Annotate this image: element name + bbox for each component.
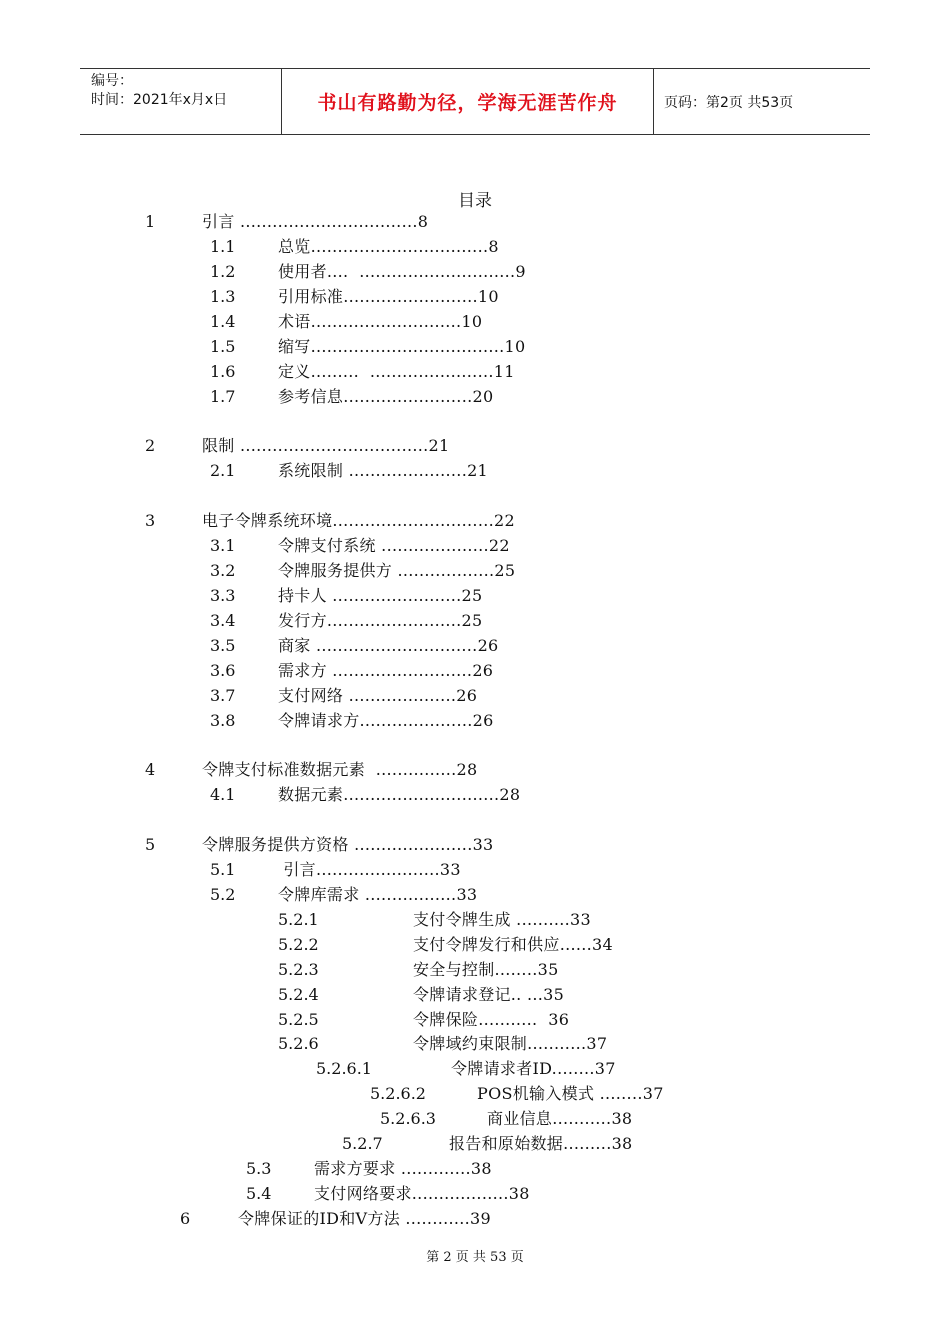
toc-entry-text: 令牌服务提供方 ..................25 [278, 561, 516, 580]
toc-entry-text: 需求方要求 .............38 [314, 1159, 492, 1178]
toc-entry-number: 5.1 [210, 860, 236, 879]
toc-entry-number: 3.7 [210, 686, 236, 705]
toc-entry-text: 缩写....................................10 [278, 337, 526, 356]
toc-entry-text: 令牌支付标准数据元素 ...............28 [202, 760, 478, 779]
toc-entry-number: 3.3 [210, 586, 236, 605]
header-page-info: 页码：第2页 共53页 [664, 94, 794, 111]
toc-entry-text: 令牌支付系统 ....................22 [278, 536, 510, 555]
toc-entry-text: 总览.................................8 [278, 237, 499, 256]
toc-entry-text: 支付网络 ....................26 [278, 686, 478, 705]
toc-entry-text: 支付网络要求..................38 [314, 1184, 530, 1203]
toc-entry-number: 3.2 [210, 561, 236, 580]
toc-title: 目录 [458, 191, 492, 211]
toc-entry-text: 引言 .................................8 [202, 212, 429, 231]
toc-entry-number: 5.4 [246, 1184, 272, 1203]
toc-entry-text: 令牌请求方.....................26 [278, 711, 494, 730]
toc-entry-text: 系统限制 ......................21 [278, 461, 489, 480]
header-number-label: 编号： [91, 73, 133, 89]
toc-entry-text: 令牌保证的ID和V方法 ............39 [238, 1209, 491, 1228]
toc-entry-text: 发行方.........................25 [278, 611, 483, 630]
toc-entry-text: 参考信息........................20 [278, 387, 494, 406]
toc-entry-number: 5.2 [210, 885, 236, 904]
toc-entry-text: 令牌服务提供方资格 ......................33 [202, 835, 494, 854]
toc-entry-text: 引言.......................33 [278, 860, 461, 879]
toc-entry-number: 1 [145, 212, 156, 231]
toc-entry-number: 2 [145, 436, 156, 455]
toc-entry-text: 术语............................10 [278, 312, 483, 331]
toc-entry-text: POS机输入模式 ........37 [477, 1084, 664, 1103]
toc-entry-number: 3.8 [210, 711, 236, 730]
toc-entry-number: 5.2.6 [278, 1034, 319, 1053]
toc-entry-number: 4 [145, 760, 156, 779]
toc-entry-number: 1.7 [210, 387, 236, 406]
toc-entry-number: 2.1 [210, 461, 236, 480]
toc-entry-number: 5.2.5 [278, 1010, 319, 1029]
toc-entry-number: 5.2.7 [342, 1134, 383, 1153]
toc-entry-text: 数据元素.............................28 [278, 785, 521, 804]
toc-entry-text: 令牌保险........... 36 [413, 1010, 570, 1029]
toc-entry-number: 1.3 [210, 287, 236, 306]
toc-entry-number: 3.6 [210, 661, 236, 680]
header-time-label: 时间：2021年x月x日 [91, 92, 228, 108]
page-header [80, 68, 870, 135]
toc-entry-text: 支付令牌生成 ..........33 [413, 910, 592, 929]
toc-entry-number: 5.3 [246, 1159, 272, 1178]
toc-entry-number: 6 [180, 1209, 191, 1228]
toc-entry-number: 1.6 [210, 362, 236, 381]
toc-entry-number: 5 [145, 835, 156, 854]
toc-entry-text: 商家 ..............................26 [278, 636, 499, 655]
toc-entry-text: 令牌请求登记.. ...35 [413, 985, 565, 1004]
toc-entry-text: 限制 ...................................21 [202, 436, 450, 455]
toc-entry-text: 电子令牌系统环境..............................22 [202, 511, 515, 530]
toc-entry-number: 3.1 [210, 536, 236, 555]
toc-entry-number: 3.5 [210, 636, 236, 655]
toc-entry-text: 令牌库需求 .................33 [278, 885, 478, 904]
header-motto: 书山有路勤为径，学海无涯苦作舟 [282, 69, 654, 134]
toc-entry-number: 1.4 [210, 312, 236, 331]
toc-entry-number: 5.2.4 [278, 985, 319, 1004]
page-footer: 第 2 页 共 53 页 [426, 1250, 524, 1265]
toc-entry-text: 报告和原始数据.........38 [449, 1134, 633, 1153]
toc-entry-number: 1.1 [210, 237, 236, 256]
toc-entry-number: 5.2.6.3 [380, 1109, 436, 1128]
toc-entry-number: 1.5 [210, 337, 236, 356]
toc-entry-text: 令牌请求者ID........37 [451, 1059, 616, 1078]
toc-entry-text: 安全与控制........35 [413, 960, 559, 979]
toc-entry-text: 令牌域约束限制...........37 [413, 1034, 608, 1053]
toc-entry-text: 需求方 ..........................26 [278, 661, 494, 680]
toc-entry-number: 4.1 [210, 785, 236, 804]
toc-entry-text: 持卡人 ........................25 [278, 586, 483, 605]
toc-entry-text: 支付令牌发行和供应......34 [413, 935, 613, 954]
toc-entry-number: 5.2.3 [278, 960, 319, 979]
toc-entry-number: 5.2.6.1 [316, 1059, 372, 1078]
toc-entry-number: 5.2.2 [278, 935, 319, 954]
toc-entry-number: 3.4 [210, 611, 236, 630]
toc-entry-text: 使用者.... .............................9 [278, 262, 526, 281]
toc-entry-number: 3 [145, 511, 156, 530]
toc-entry-text: 定义......... .......................11 [278, 362, 515, 381]
toc-entry-text: 商业信息...........38 [487, 1109, 633, 1128]
toc-entry-number: 5.2.1 [278, 910, 319, 929]
header-meta [80, 69, 282, 134]
toc-entry-text: 引用标准.........................10 [278, 287, 499, 306]
toc-entry-number: 1.2 [210, 262, 236, 281]
toc-entry-number: 5.2.6.2 [370, 1084, 426, 1103]
